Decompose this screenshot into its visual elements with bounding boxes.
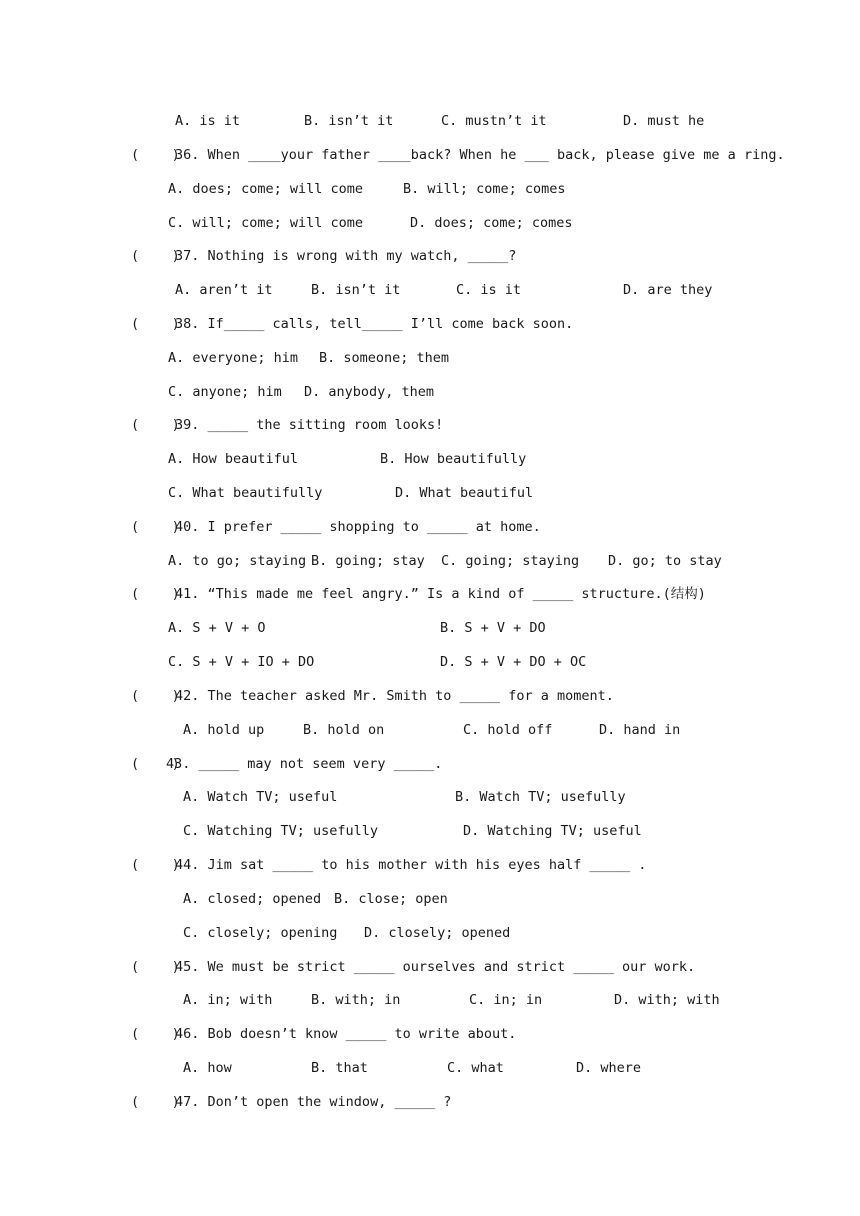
answer-blank-parentheses[interactable]: ( ) — [131, 959, 180, 975]
answer-option: C. S + V + IO + DO — [168, 654, 315, 670]
answer-option: A. S + V + O — [168, 620, 266, 636]
answer-option: C. What beautifully — [168, 485, 323, 501]
answer-option: B. How beautifully — [380, 451, 527, 467]
answer-option: C. will; come; will come — [168, 215, 364, 231]
answer-option: A. how — [183, 1060, 232, 1076]
answer-blank-parentheses[interactable]: ( ) — [131, 417, 180, 433]
question-text: 40. I prefer _____ shopping to _____ at home. — [175, 519, 541, 535]
answer-option: D. go; to stay — [608, 553, 722, 569]
answer-option: B. Watch TV; usefully — [455, 789, 626, 805]
answer-option: D. Watching TV; useful — [463, 823, 642, 839]
answer-option: C. anyone; him — [168, 384, 282, 400]
answer-option: D. What beautiful — [395, 485, 534, 501]
answer-blank-parentheses[interactable]: ( ) — [131, 519, 180, 535]
answer-option: A. How beautiful — [168, 451, 299, 467]
answer-option: C. mustn’t it — [441, 113, 547, 129]
question-text: 46. Bob doesn’t know _____ to write about. — [175, 1026, 517, 1042]
answer-option: B. S + V + DO — [440, 620, 546, 636]
answer-option: D. anybody, them — [304, 384, 435, 400]
answer-blank-parentheses[interactable]: ( ) — [131, 688, 180, 704]
answer-option: A. to go; staying — [168, 553, 307, 569]
question-text: 38. If_____ calls, tell_____ I’ll come back soon. — [175, 316, 574, 332]
answer-option: A. everyone; him — [168, 350, 299, 366]
question-text: 37. Nothing is wrong with my watch, _____? — [175, 248, 517, 264]
question-text: 43. _____ may not seem very _____. — [166, 756, 443, 772]
answer-option: D. hand in — [599, 722, 681, 738]
answer-option: B. hold on — [303, 722, 385, 738]
answer-blank-parentheses[interactable]: ( ) — [131, 248, 180, 264]
answer-blank-parentheses[interactable]: ( ) — [131, 857, 180, 873]
answer-option: D. where — [576, 1060, 642, 1076]
answer-option: B. close; open — [334, 891, 448, 907]
answer-option: B. that — [311, 1060, 368, 1076]
answer-option: A. does; come; will come — [168, 181, 364, 197]
answer-option: C. closely; opening — [183, 925, 338, 941]
answer-option: C. what — [447, 1060, 504, 1076]
answer-blank-parentheses[interactable]: ( ) — [131, 316, 180, 332]
answer-blank-parentheses[interactable]: ( ) — [131, 1026, 180, 1042]
answer-option: A. hold up — [183, 722, 265, 738]
answer-option: A. in; with — [183, 992, 273, 1008]
answer-option: C. hold off — [463, 722, 553, 738]
answer-option: D. are they — [623, 282, 713, 298]
question-text: 42. The teacher asked Mr. Smith to _____ for a moment. — [175, 688, 614, 704]
answer-option: D. must he — [623, 113, 705, 129]
answer-blank-parentheses[interactable]: ( ) — [131, 756, 180, 772]
answer-option: A. closed; opened — [183, 891, 322, 907]
question-text: 36. When ____your father ____back? When he ___ back, please give me a ring. — [175, 147, 785, 163]
answer-option: C. going; staying — [441, 553, 580, 569]
answer-option: D. with; with — [614, 992, 720, 1008]
answer-option: B. will; come; comes — [403, 181, 566, 197]
answer-option: B. isn’t it — [311, 282, 401, 298]
answer-option: B. going; stay — [311, 553, 425, 569]
answer-option: D. does; come; comes — [410, 215, 573, 231]
answer-option: A. is it — [175, 113, 241, 129]
answer-option: B. with; in — [311, 992, 401, 1008]
question-text: 47. Don’t open the window, _____ ? — [175, 1094, 452, 1110]
answer-option: A. Watch TV; useful — [183, 789, 338, 805]
answer-option: C. in; in — [469, 992, 543, 1008]
question-text: 39. _____ the sitting room looks! — [175, 417, 444, 433]
answer-option: C. Watching TV; usefully — [183, 823, 379, 839]
answer-blank-parentheses[interactable]: ( ) — [131, 1094, 180, 1110]
answer-option: B. someone; them — [319, 350, 450, 366]
answer-option: C. is it — [456, 282, 522, 298]
answer-option: A. aren’t it — [175, 282, 273, 298]
answer-blank-parentheses[interactable]: ( ) — [131, 147, 180, 163]
question-text: 41. “This made me feel angry.” Is a kind of _____ structure.(结构) — [175, 586, 706, 602]
answer-option: D. S + V + DO + OC — [440, 654, 587, 670]
question-text: 45. We must be strict _____ ourselves and strict _____ our work. — [175, 959, 696, 975]
answer-option: D. closely; opened — [364, 925, 511, 941]
question-text: 44. Jim sat _____ to his mother with his eyes half _____ . — [175, 857, 647, 873]
answer-option: B. isn’t it — [304, 113, 394, 129]
answer-blank-parentheses[interactable]: ( ) — [131, 586, 180, 602]
